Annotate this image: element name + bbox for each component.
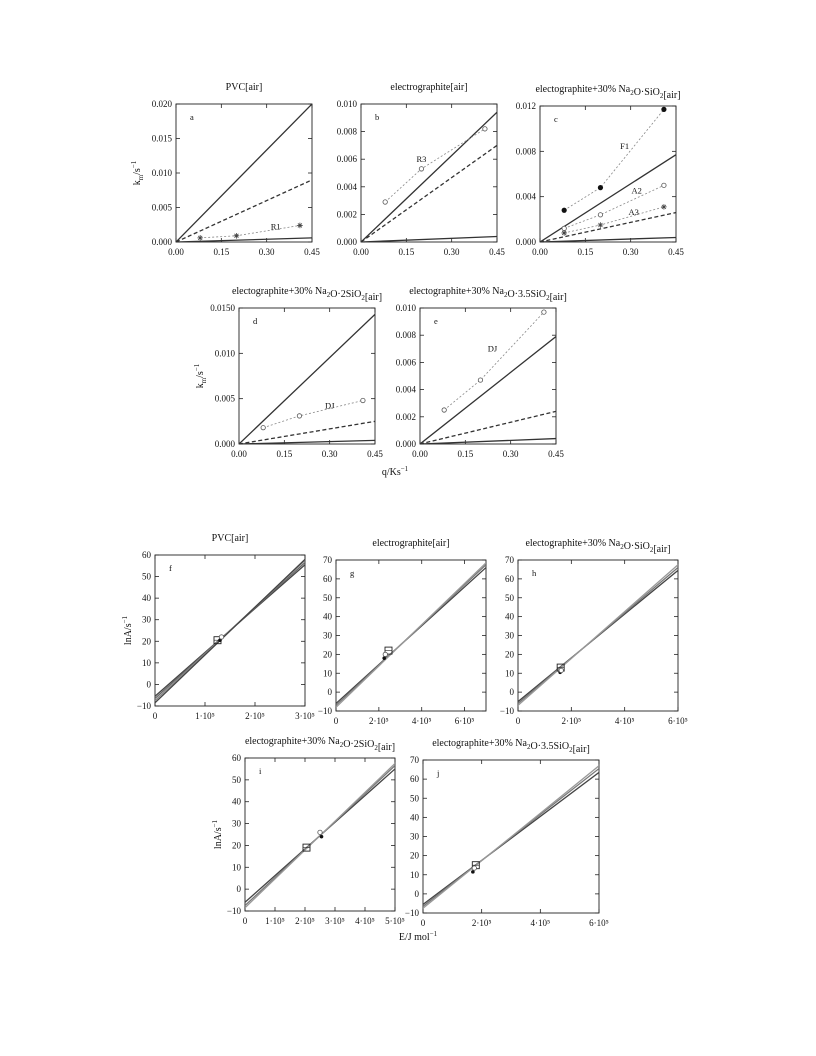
y-tick-label: −10 — [404, 908, 419, 918]
y-tick-label: 0.008 — [336, 126, 357, 137]
plot-frame — [540, 106, 676, 242]
x-tick-label: 0.15 — [398, 247, 415, 257]
data-point — [297, 414, 301, 418]
data-point — [662, 183, 666, 187]
title-subscript: 2 — [326, 291, 331, 299]
series-group — [540, 107, 676, 242]
series-group — [361, 112, 497, 242]
y-tick-label: 0 — [327, 687, 332, 698]
y-tick-label: 40 — [323, 611, 332, 622]
chart-title — [212, 533, 249, 544]
fit-line-solid — [176, 104, 312, 242]
x-tick-label: 6·10⁵ — [589, 918, 609, 928]
xlabel-e: E/J mol$^{-1}$ — [398, 930, 438, 943]
title-segment: O·3.5SiO — [530, 741, 570, 752]
fit-line-solid — [361, 112, 497, 242]
title-segment: [air] — [572, 744, 590, 755]
panel-letter: a — [190, 112, 194, 122]
y-tick-label: 0.000 — [515, 237, 536, 247]
fit-line-solid — [245, 763, 395, 907]
y-tick-label: 20 — [410, 850, 419, 861]
x-tick-label: 0.00 — [353, 247, 369, 257]
x-tick-label: 3·10⁵ — [295, 711, 315, 721]
y-tick-label: 0.0150 — [210, 303, 235, 313]
title-segment: electographite+30% Na — [525, 538, 621, 549]
series-group — [155, 559, 305, 702]
x-tick-label: 5·10⁵ — [385, 916, 405, 926]
y-axis-label — [121, 615, 134, 645]
chart-panel-b — [337, 82, 506, 257]
data-point — [483, 127, 487, 131]
y-tick-label: 0 — [146, 679, 151, 690]
x-tick-label: 2·10⁵ — [561, 716, 582, 726]
title-segment: electographite+30% Na — [535, 84, 631, 95]
x-tick-label: 0 — [242, 916, 248, 926]
panel-letter: j — [437, 768, 440, 778]
data-point — [598, 222, 604, 228]
panel-letter: h — [532, 568, 537, 578]
title-segment: O·2SiO — [343, 739, 375, 750]
title-segment: electrographite[air] — [372, 538, 450, 549]
x-tick-label: 0.15 — [577, 247, 594, 257]
ylabel-sub: m — [200, 377, 208, 384]
series-annotation: DJ — [324, 400, 335, 411]
x-tick-label: 0.15 — [457, 449, 474, 459]
x-tick-label: 0.15 — [213, 247, 230, 257]
fit-line-solid — [336, 563, 486, 707]
data-point — [478, 378, 482, 382]
y-tick-label: 0.004 — [515, 191, 536, 202]
title-segment: [air] — [377, 742, 396, 753]
x-tick-label: 6·10⁵ — [668, 716, 688, 726]
y-tick-label: 20 — [142, 636, 151, 647]
data-point — [297, 223, 303, 229]
data-point — [562, 226, 566, 230]
x-tick-label: 3·10⁵ — [325, 916, 345, 926]
data-connector — [564, 207, 664, 233]
y-tick-label: 70 — [410, 755, 419, 765]
plot-frame — [239, 308, 375, 444]
fit-line-dashed — [176, 180, 312, 242]
chart-panel-e — [396, 286, 567, 459]
y-tick-label: −10 — [317, 706, 332, 716]
ylabel-exp: −1 — [211, 819, 219, 828]
data-point — [559, 668, 563, 672]
chart-panel-i — [211, 736, 405, 926]
chart-title — [232, 286, 382, 303]
chart-panel-h — [500, 538, 688, 726]
series-annotation: F1 — [620, 141, 630, 152]
y-tick-label: 60 — [142, 550, 151, 560]
y-tick-label: 40 — [142, 593, 151, 604]
data-point — [598, 185, 603, 190]
x-tick-label: 0 — [515, 716, 521, 726]
y-tick-label: 70 — [505, 555, 514, 565]
title-segment: electographite+30% Na — [432, 738, 527, 749]
chart-panel-a — [130, 82, 320, 257]
series-annotation: A2 — [631, 185, 642, 196]
title-subscript: 2 — [374, 744, 378, 752]
data-connector — [263, 400, 363, 427]
y-tick-label: −10 — [499, 706, 514, 716]
y-tick-label: 0.006 — [336, 154, 357, 165]
chart-title — [226, 82, 263, 93]
x-tick-label: 0.45 — [304, 247, 320, 257]
y-axis-label — [211, 819, 224, 849]
series-annotation: A3 — [628, 206, 639, 217]
data-point — [542, 310, 546, 314]
y-tick-label: 50 — [323, 592, 332, 603]
title-subscript: 2 — [569, 746, 573, 754]
title-subscript: 2 — [659, 92, 664, 100]
y-tick-label: 40 — [410, 812, 419, 823]
fit-line-solid — [518, 565, 678, 706]
ylabel-unit: /s — [132, 168, 143, 175]
series-annotation: R3 — [416, 153, 427, 164]
title-subscript: 2 — [649, 546, 654, 554]
ylabel-k: k — [132, 180, 143, 186]
x-tick-label: 2·10⁵ — [245, 711, 265, 721]
x-tick-label: 4·10⁵ — [355, 916, 375, 926]
title-segment: O·SiO — [623, 541, 650, 552]
title-segment: [air] — [653, 544, 671, 555]
series-group — [245, 763, 395, 907]
series-group — [176, 104, 312, 242]
title-segment: [air] — [663, 90, 681, 101]
fit-line-solid — [423, 772, 599, 904]
y-tick-label: 0.002 — [395, 411, 416, 422]
title-segment: electographite+30% Na — [231, 286, 327, 297]
y-tick-label: 10 — [142, 657, 151, 668]
y-tick-label: 0.006 — [395, 357, 416, 368]
y-tick-label: 0.002 — [336, 209, 357, 220]
x-tick-label: 6·10⁵ — [454, 716, 475, 726]
data-point — [361, 398, 365, 402]
data-point — [197, 235, 203, 241]
y-tick-label: 0.000 — [395, 439, 416, 449]
x-tick-label: 0.00 — [532, 247, 548, 257]
title-segment: PVC[air] — [225, 82, 263, 93]
panel-letter: e — [434, 316, 438, 326]
y-tick-label: 30 — [505, 630, 514, 641]
series-group — [518, 565, 678, 706]
data-point — [562, 208, 567, 213]
ylabel-main: lnA/s — [123, 623, 134, 646]
ylabel-sub: m — [137, 174, 145, 181]
data-point — [318, 830, 322, 834]
y-tick-label: 0.000 — [336, 237, 357, 247]
plot-frame — [361, 104, 497, 242]
y-tick-label: 0.010 — [151, 168, 172, 178]
data-point — [661, 204, 667, 210]
data-point — [472, 866, 476, 870]
y-tick-label: 20 — [505, 649, 514, 660]
x-tick-label: 0.30 — [622, 247, 639, 257]
title-segment: electographite+30% Na — [409, 286, 504, 297]
data-point — [561, 230, 567, 236]
y-tick-label: 40 — [505, 611, 514, 622]
y-tick-label: 0.010 — [395, 303, 416, 313]
y-tick-label: 0.004 — [395, 384, 416, 395]
xlabel-q: $q/Ks^{-1}$ — [381, 465, 409, 478]
series-annotation: R1 — [270, 221, 281, 232]
data-point — [219, 635, 223, 639]
y-tick-label: 30 — [410, 831, 419, 842]
fit-line-solid — [176, 238, 312, 242]
fit-line-dashed — [361, 145, 497, 242]
data-point — [383, 200, 387, 204]
chart-title — [432, 738, 590, 755]
panel-letter: b — [375, 112, 380, 122]
y-tick-label: 0 — [509, 687, 514, 698]
y-tick-label: 30 — [142, 614, 151, 625]
y-tick-label: 60 — [410, 774, 419, 785]
fit-line-solid — [540, 155, 676, 242]
y-tick-label: 40 — [232, 796, 241, 807]
chart-panel-d — [193, 286, 383, 459]
y-tick-label: 10 — [505, 668, 514, 679]
y-tick-label: 50 — [505, 592, 514, 603]
y-tick-label: 0.012 — [515, 101, 536, 111]
ylabel-k: k — [195, 383, 206, 389]
x-tick-label: 0.45 — [489, 247, 505, 257]
y-tick-label: 0.005 — [151, 202, 172, 213]
y-tick-label: 0.004 — [336, 181, 357, 192]
data-connector — [385, 129, 485, 202]
y-tick-label: 70 — [323, 555, 332, 565]
chart-title — [525, 538, 670, 555]
title-subscript: 2 — [630, 89, 634, 97]
y-axis-label — [193, 363, 208, 388]
title-subscript: 2 — [503, 291, 508, 299]
y-tick-label: 0.015 — [151, 133, 172, 144]
x-tick-label: 0.00 — [168, 247, 184, 257]
panel-letter: f — [169, 563, 172, 573]
title-subscript: 2 — [361, 294, 365, 302]
data-point — [598, 213, 602, 217]
data-point — [442, 408, 446, 412]
ylabel-exp: −1 — [121, 615, 129, 624]
y-tick-label: −10 — [136, 701, 151, 711]
y-tick-label: 0 — [414, 888, 419, 899]
series-group — [423, 766, 599, 908]
data-point — [661, 107, 666, 112]
x-tick-label: 0.30 — [258, 247, 275, 257]
y-tick-label: 0.020 — [151, 99, 172, 109]
title-subscript: 2 — [339, 741, 344, 749]
x-tick-label: 2·10⁵ — [369, 716, 389, 726]
title-segment: electographite+30% Na — [244, 736, 340, 747]
y-tick-label: 0.000 — [214, 439, 235, 449]
title-segment: O·3.5SiO — [507, 289, 547, 300]
x-tick-label: 0 — [420, 918, 426, 928]
series-group — [336, 563, 486, 707]
data-point — [320, 835, 324, 839]
x-tick-label: 0 — [333, 716, 339, 726]
y-tick-label: 10 — [323, 668, 332, 679]
y-tick-label: 0.010 — [336, 99, 357, 109]
series-group — [239, 314, 375, 444]
y-tick-label: 50 — [410, 793, 419, 804]
y-tick-label: 20 — [323, 649, 332, 660]
x-tick-label: 2·10⁵ — [471, 918, 492, 928]
chart-panel-g — [318, 538, 486, 726]
y-tick-label: 60 — [232, 753, 241, 763]
data-point — [419, 167, 423, 171]
y-tick-label: 0.005 — [214, 393, 235, 404]
data-point — [234, 233, 240, 239]
fit-line-solid — [361, 236, 497, 242]
title-segment: O·SiO — [633, 87, 660, 98]
chart-title — [372, 538, 449, 549]
x-tick-label: 0.00 — [231, 449, 247, 459]
y-tick-label: 0.000 — [151, 237, 172, 247]
fit-line-solid — [423, 766, 599, 908]
x-tick-label: 0 — [152, 711, 158, 721]
title-segment: electrographite[air] — [390, 82, 468, 93]
data-connector — [444, 312, 544, 410]
y-tick-label: 50 — [142, 571, 151, 582]
x-tick-label: 0.45 — [548, 449, 564, 459]
x-tick-label: 4·10⁵ — [411, 716, 432, 726]
y-tick-label: 50 — [232, 774, 241, 785]
x-tick-label: 4·10⁵ — [614, 716, 635, 726]
panel-letter: c — [554, 114, 558, 124]
x-tick-label: 0.00 — [412, 449, 428, 459]
chart-panel-j — [405, 738, 609, 928]
x-tick-label: 1·10⁵ — [265, 916, 285, 926]
y-tick-label: 0 — [236, 884, 241, 895]
chart-title — [245, 736, 395, 753]
y-tick-label: −10 — [226, 906, 241, 916]
y-tick-label: 0.010 — [214, 348, 235, 359]
series-group — [420, 310, 556, 444]
data-connector — [200, 225, 300, 237]
panel-letter: i — [259, 766, 262, 776]
panel-letter: d — [253, 316, 258, 326]
x-tick-label: 0.45 — [367, 449, 383, 459]
y-tick-label: 60 — [323, 573, 332, 584]
ylabel-main: lnA/s — [213, 827, 224, 850]
y-tick-label: 20 — [232, 840, 241, 851]
title-subscript: 2 — [620, 543, 624, 551]
ylabel-exp: −1 — [193, 363, 201, 372]
y-tick-label: 10 — [410, 869, 419, 880]
chart-panel-f — [121, 533, 315, 721]
y-tick-label: 30 — [323, 630, 332, 641]
chart-title — [409, 286, 567, 303]
title-segment: [air] — [549, 292, 567, 303]
title-segment: [air] — [364, 292, 383, 303]
chart-panel-c — [516, 84, 685, 257]
y-tick-label: 60 — [505, 573, 514, 584]
chart-title — [535, 84, 680, 101]
title-subscript: 2 — [526, 743, 531, 751]
series-annotation: DJ — [487, 343, 498, 354]
y-tick-label: 0.008 — [515, 146, 536, 157]
y-tick-label: 30 — [232, 818, 241, 829]
title-segment: O·2SiO — [330, 289, 362, 300]
x-tick-label: 2·10⁵ — [295, 916, 315, 926]
x-tick-label: 1·10⁵ — [195, 711, 215, 721]
title-segment: PVC[air] — [211, 533, 249, 544]
x-tick-label: 0.30 — [502, 449, 519, 459]
ylabel-exp: −1 — [130, 160, 138, 169]
y-tick-label: 0.008 — [395, 330, 416, 341]
y-axis-label — [130, 160, 145, 185]
x-tick-label: 4·10⁵ — [530, 918, 551, 928]
ylabel-unit: /s — [195, 371, 206, 378]
x-tick-label: 0.30 — [443, 247, 460, 257]
data-point — [261, 425, 265, 429]
data-point — [383, 652, 387, 656]
y-tick-label: 10 — [232, 862, 241, 873]
plot-frame — [420, 308, 556, 444]
x-tick-label: 0.30 — [321, 449, 338, 459]
panel-letter: g — [350, 568, 355, 578]
x-tick-label: 0.45 — [668, 247, 684, 257]
fit-line-solid — [155, 559, 305, 702]
data-connector — [564, 185, 664, 228]
title-subscript: 2 — [546, 294, 550, 302]
chart-title — [390, 82, 467, 93]
x-tick-label: 0.15 — [276, 449, 293, 459]
